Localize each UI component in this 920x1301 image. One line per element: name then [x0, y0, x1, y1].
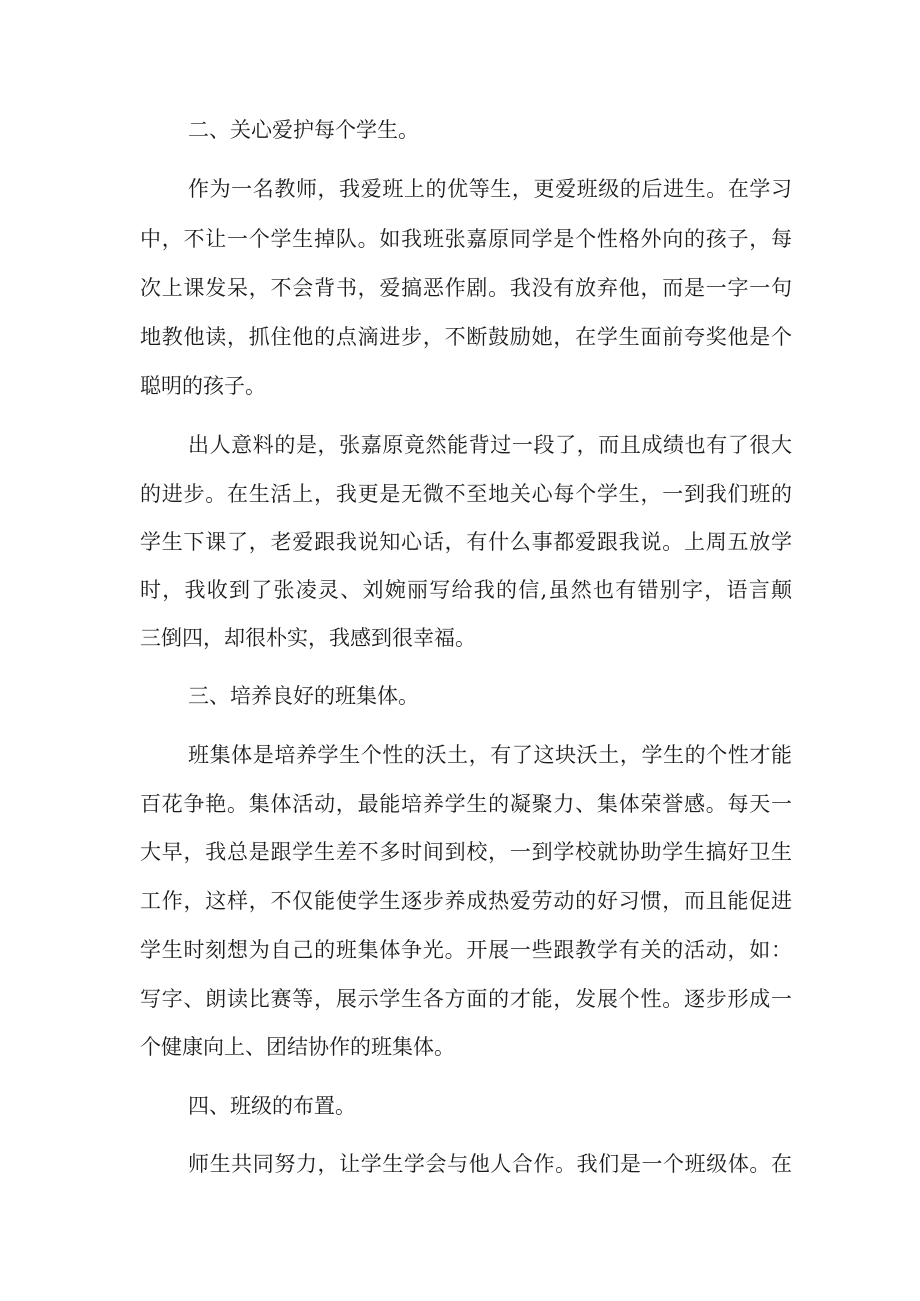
section-heading: 四、班级的布置。	[188, 1094, 356, 1118]
paragraph-line: 学生时刻想为自己的班集体争光。开展一些跟教学有关的活动，如：	[140, 938, 792, 962]
paragraph-line: 三倒四，却很朴实，我感到很幸福。	[140, 626, 476, 650]
paragraph-line: 地教他读，抓住他的点滴进步，不断鼓励她，在学生面前夸奖他是个	[140, 325, 792, 349]
paragraph-line: 大早，我总是跟学生差不多时间到校，一到学校就协助学生搞好卫生	[140, 840, 792, 864]
paragraph-line: 个健康向上、团结协作的班集体。	[140, 1035, 455, 1059]
paragraph-line: 聪明的孩子。	[140, 374, 266, 398]
paragraph-line: 时，我收到了张凌灵、刘婉丽写给我的信,虽然也有错别字，语言颠	[140, 578, 792, 602]
paragraph-line: 的进步。在生活上，我更是无微不至地关心每个学生，一到我们班的	[140, 482, 792, 506]
paragraph-line: 班集体是培养学生个性的沃土，有了这块沃土，学生的个性才能	[188, 743, 792, 767]
section-heading: 三、培养良好的班集体。	[188, 684, 419, 708]
paragraph-line: 中，不让一个学生掉队。如我班张嘉原同学是个性格外向的孩子，每	[140, 227, 792, 251]
paragraph-line: 作为一名教师，我爱班上的优等生，更爱班级的后进生。在学习	[188, 177, 792, 201]
paragraph-line: 师生共同努力，让学生学会与他人合作。我们是一个班级体。在	[188, 1152, 792, 1176]
paragraph-line: 写字、朗读比赛等，展示学生各方面的才能，发展个性。逐步形成一	[140, 987, 792, 1011]
paragraph-line: 出人意料的是，张嘉原竟然能背过一段了，而且成绩也有了很大	[188, 433, 792, 457]
paragraph-line: 百花争艳。集体活动，最能培养学生的凝聚力、集体荣誉感。每天一	[140, 792, 792, 816]
paragraph-line: 学生下课了，老爱跟我说知心话，有什么事都爱跟我说。上周五放学	[140, 530, 792, 554]
paragraph-line: 次上课发呆，不会背书，爱搞恶作剧。我没有放弃他，而是一字一句	[140, 276, 792, 300]
section-heading: 二、关心爱护每个学生。	[188, 118, 419, 142]
paragraph-line: 工作，这样，不仅能使学生逐步养成热爱劳动的好习惯，而且能促进	[140, 889, 792, 913]
